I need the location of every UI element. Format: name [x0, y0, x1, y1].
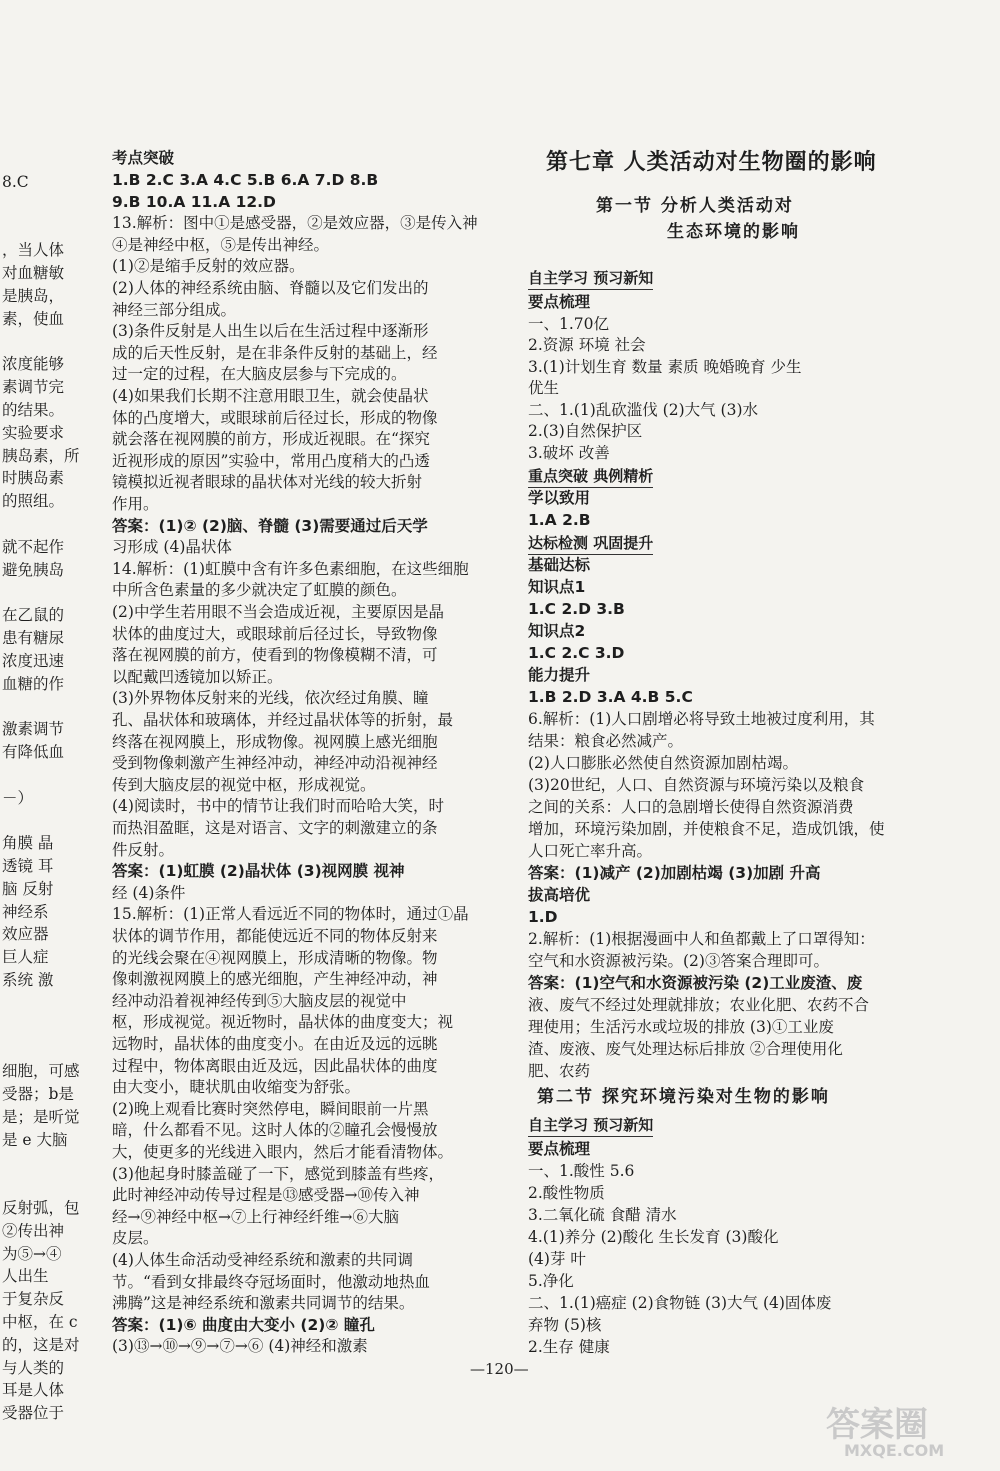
left-fragment-line: 浓度能够	[2, 355, 65, 374]
right-line: 知识点2	[528, 622, 586, 640]
left-fragment-line: 是；是听觉	[2, 1107, 80, 1126]
right-line: 4.(1)养分 (2)酸化 生长发育 (3)酸化	[528, 1228, 779, 1246]
left-fragment-line: 避免胰岛	[2, 560, 65, 579]
study-header-2: 自主学习 预习新知	[528, 1115, 653, 1137]
left-fragment-line: 中枢，在 c	[2, 1313, 78, 1331]
right-line: 6.解析：(1)人口剧增必将导致土地被过度利用，其	[528, 710, 875, 728]
middle-line: 答案：(1)⑥ 曲度由大变小 (2)② 瞳孔	[112, 1315, 375, 1334]
right-line: 优生	[528, 379, 560, 397]
middle-line: 习形成 (4)晶状体	[112, 538, 232, 557]
left-fragment-line: 受器位于	[2, 1404, 65, 1423]
middle-line: (2)人体的神经系统由脑、脊髓以及它们发出的	[112, 279, 429, 297]
right-line: 要点梳理	[528, 293, 591, 311]
page-number: —120—	[470, 1360, 529, 1378]
left-fragment-line: 角膜 晶	[2, 834, 54, 853]
middle-line: (4)如果我们长期不注意用眼卫生，就会使晶状	[112, 387, 429, 405]
middle-line: (4)人体生命活动受神经系统和激素的共同调	[112, 1251, 413, 1269]
middle-line: (2)晚上观看比赛时突然停电，瞬间眼前一片黑	[112, 1099, 429, 1118]
right-line: 之间的关系：人口的急剧增长使得自然资源消费	[528, 798, 854, 816]
left-fragment-line: 的结果。	[2, 401, 65, 419]
right-line: 2.酸性物质	[528, 1184, 605, 1202]
middle-line: 过程中，物体离眼由近及远，因此晶状体的曲度	[112, 1056, 438, 1075]
middle-line: (3)他起身时膝盖碰了一下，感觉到膝盖有些疼，	[112, 1164, 444, 1183]
right-line: (3)20世纪，人口、自然资源与环境污染以及粮食	[528, 776, 865, 794]
left-fragment-line: 胰岛素，所	[2, 446, 80, 465]
middle-line: 近视形成的原因”实验中，常用凸度稍大的凸透	[112, 451, 430, 470]
middle-line: 状体的调节作用，都能使远近不同的物体反射来	[112, 927, 438, 945]
left-fragment-line: 受器；b是	[2, 1085, 74, 1103]
middle-line: 作用。	[112, 495, 159, 513]
middle-line: ④是神经中枢，⑤是传出神经。	[112, 235, 330, 254]
left-fragment-line: 效应器	[2, 925, 49, 944]
right-line: (2)人口膨胀必然使自然资源加剧枯竭。	[528, 754, 798, 772]
right-line: 一、1.70亿	[528, 314, 610, 333]
check-header: 达标检测 巩固提升	[528, 533, 653, 555]
middle-line: 而热泪盈眶，这是对语言、文字的刺激建立的条	[112, 819, 438, 837]
middle-line: 13.解析：图中①是感受器，②是效应器，③是传入神	[112, 214, 478, 233]
left-fragment-line: －）	[2, 788, 34, 807]
middle-line: 15.解析：(1)正常人看远近不同的物体时，通过①晶	[112, 905, 469, 924]
right-line: 理使用；生活污水或垃圾的排放 (3)①工业废	[528, 1018, 834, 1036]
left-fragment-line: 8.C	[2, 173, 29, 191]
middle-line: 像刺激视网膜上的感光细胞，产生神经冲动，神	[112, 970, 438, 989]
middle-line: (4)阅读时，书中的情节让我们时而哈哈大笑，时	[112, 797, 444, 816]
left-fragment-line: 激素调节	[2, 720, 65, 739]
middle-line: 此时神经冲动传导过程是⑬感受器→⑩传入神	[112, 1186, 420, 1205]
left-fragment-line: 是 e 大脑	[2, 1130, 68, 1149]
left-fragment-line: 实验要求	[2, 423, 65, 442]
left-fragment-line: 患有糖尿	[2, 629, 65, 647]
section1-title-l2: 生态环境的影响	[667, 222, 800, 242]
right-line: 答案：(1)减产 (2)加剧枯竭 (3)加剧 升高	[528, 864, 821, 882]
middle-line: 答案：(1)虹膜 (2)晶状体 (3)视网膜 视神	[112, 862, 405, 881]
middle-line: 状体的曲度过大，或眼球前后径过长，导致物像	[112, 624, 438, 643]
left-fragment-line: ，当人体	[2, 241, 65, 260]
left-fragment-line: 透镜 耳	[2, 857, 54, 875]
middle-line: 以配戴凹透镜加以矫正。	[112, 667, 283, 686]
middle-line: (2)中学生若用眼不当会造成近视，主要原因是晶	[112, 603, 444, 621]
middle-line: 暗，什么都看不见。这时人体的②瞳孔会慢慢放	[112, 1121, 438, 1140]
left-fragment-line: 浓度迅速	[2, 651, 65, 670]
left-fragment-line: ②传出神	[2, 1221, 65, 1240]
left-fragment-line: 系统 激	[2, 971, 54, 989]
right-line: 一、1.酸性 5.6	[528, 1162, 635, 1180]
middle-line: 过一定的过程，在大脑皮层参与下完成的。	[112, 365, 407, 384]
middle-line: 终落在视网膜上，形成物像。视网膜上感光细胞	[112, 732, 438, 751]
left-fragment-line: 巨人症	[2, 948, 49, 967]
middle-line: 节。“看到女排最终夺冠场面时，他激动地热血	[112, 1272, 430, 1291]
right-line: 5.净化	[528, 1272, 574, 1290]
middle-line: 14.解析：(1)虹膜中含有许多色素细胞，在这些细胞	[112, 559, 469, 578]
right-line: 拔高培优	[528, 886, 591, 904]
right-line: 2.资源 环境 社会	[528, 336, 646, 354]
right-line: 空气和水资源被污染。(2)③答案合理即可。	[528, 952, 829, 970]
left-fragment-line: 血糖的作	[2, 674, 65, 693]
right-line: 二、1.(1)癌症 (2)食物链 (3)大气 (4)固体废	[528, 1294, 832, 1312]
middle-line: (3)⑬→⑩→⑨→⑦→⑥ (4)神经和激素	[112, 1337, 368, 1356]
right-line: 2.生存 健康	[528, 1338, 610, 1356]
middle-line: 皮层。	[112, 1229, 159, 1248]
right-line: 渣、废液、废气处理达标后排放 ②合理使用化	[528, 1040, 843, 1058]
middle-line: 远物时，晶状体的曲度变小。在由近及远的远眺	[112, 1035, 438, 1053]
middle-line: 受到物像刺激产生神经冲动，神经冲动沿视神经	[112, 754, 438, 773]
middle-line: 经→⑨神经中枢→⑦上行神经纤维→⑥大脑	[112, 1207, 399, 1226]
left-fragment-line: 反射弧，包	[2, 1199, 80, 1217]
left-fragment-line: 细胞，可感	[2, 1062, 80, 1081]
right-line: 液、废气不经过处理就排放；农业化肥、农药不合	[528, 996, 870, 1014]
middle-line: 经冲动沿着视神经传到⑤大脑皮层的视觉中	[112, 991, 407, 1010]
left-fragment-line: 人出生	[2, 1267, 49, 1286]
middle-line: 就会落在视网膜的前方，形成近视眼。在“探究	[112, 430, 430, 449]
right-line: 答案：(1)空气和水资源被污染 (2)工业废渣、废	[528, 974, 863, 992]
section1-title: 第一节 分析人类活动对	[596, 196, 794, 216]
left-fragment-line: 神经系	[2, 902, 49, 921]
middle-line: 沸腾”这是神经系统和激素共同调节的结果。	[112, 1294, 415, 1313]
right-line: 增加，环境污染加剧，并使粮食不足，造成饥饿，使	[528, 820, 885, 838]
middle-line: 1.B 2.C 3.A 4.C 5.B 6.A 7.D 8.B	[112, 171, 379, 189]
right-line: 基础达标	[528, 556, 591, 574]
left-fragment-line: 于复杂反	[2, 1290, 65, 1309]
middle-line: 成的后天性反射，是在非条件反射的基础上，经	[112, 343, 438, 362]
section-header-kaodian: 考点突破	[112, 149, 175, 167]
right-line: 肥、农药	[528, 1062, 591, 1080]
right-line: 3.(1)计划生育 数量 素质 晚婚晚育 少生	[528, 357, 802, 376]
left-fragment-line: 素调节完	[2, 378, 65, 397]
middle-line: (3)条件反射是人出生以后在生活过程中逐渐形	[112, 322, 429, 341]
left-fragment-line: 在乙鼠的	[2, 606, 65, 625]
left-fragment-line: 的，这是对	[2, 1335, 80, 1354]
watermark-logo	[822, 1398, 987, 1460]
left-fragment-line: 与人类的	[2, 1358, 65, 1377]
svg-text:MXQE.COM: MXQE.COM	[844, 1441, 945, 1460]
left-fragment-line: 对血糖敏	[2, 264, 65, 283]
right-line: 1.C 2.C 3.D	[528, 644, 625, 662]
middle-line: 枢，形成视觉。视近物时，晶状体的曲度变大；视	[112, 1013, 454, 1032]
left-fragment-line: 有降低血	[2, 743, 65, 761]
middle-line: (1)②是缩手反射的效应器。	[112, 257, 305, 276]
right-line: 2.解析：(1)根据漫画中人和鱼都戴上了口罩得知：	[528, 930, 875, 948]
left-fragment-line: 脑 反射	[2, 879, 54, 898]
right-line: 3.二氧化硫 食醋 清水	[528, 1206, 677, 1224]
left-fragment-line: 耳是人体	[2, 1381, 65, 1400]
middle-line: 镜模拟近视者眼球的晶状体对光线的较大折射	[112, 473, 423, 492]
left-fragment-line: 为⑤→④	[2, 1244, 62, 1263]
middle-line: 大，使更多的光线进入眼内，然后才能看清物体。	[112, 1143, 454, 1161]
right-line: 二、1.(1)乱砍滥伐 (2)大气 (3)水	[528, 400, 759, 419]
right-line: 1.A 2.B	[528, 510, 591, 529]
right-line: 1.C 2.D 3.B	[528, 600, 625, 618]
middle-line: (3)外界物体反射来的光线，依次经过角膜、瞳	[112, 689, 429, 708]
middle-line: 的光线会聚在④视网膜上，形成清晰的物像。物	[112, 948, 438, 967]
middle-line: 神经三部分组成。	[112, 300, 237, 319]
right-line: 3.破坏 改善	[528, 443, 610, 462]
right-line: 知识点1	[528, 578, 586, 596]
middle-line: 答案：(1)② (2)脑、脊髓 (3)需要通过后天学	[112, 516, 428, 535]
svg-text:答案圈: 答案圈	[826, 1405, 928, 1445]
middle-line: 经 (4)条件	[112, 883, 186, 902]
middle-line: 落在视网膜的前方，使看到的物像模糊不清，可	[112, 646, 438, 665]
middle-line: 由大变小，睫状肌由收缩变为舒张。	[112, 1078, 361, 1097]
chapter-title: 第七章 人类活动对生物圈的影响	[546, 149, 877, 175]
right-line: 人口死亡率升高。	[528, 842, 653, 860]
right-line: 结果：粮食必然减产。	[528, 732, 684, 750]
study-header: 自主学习 预习新知	[528, 268, 653, 290]
focus-header: 重点突破 典例精析	[528, 466, 653, 488]
left-fragment-line: 是胰岛，	[2, 287, 65, 305]
middle-line: 中所含色素量的多少就决定了虹膜的颜色。	[112, 581, 407, 600]
right-line: 1.D	[528, 908, 558, 926]
right-line: 弃物 (5)核	[528, 1316, 602, 1334]
middle-line: 体的凸度增大，或眼球前后径过长，形成的物像	[112, 408, 438, 427]
middle-line: 传到大脑皮层的视觉中枢，形成视觉。	[112, 775, 376, 794]
right-line: 能力提升	[528, 666, 591, 684]
right-line: 要点梳理	[528, 1140, 591, 1158]
right-line: (4)芽 叶	[528, 1250, 586, 1268]
left-fragment-line: 素，使血	[2, 309, 65, 328]
left-fragment-line: 就不起作	[2, 537, 65, 556]
middle-line: 9.B 10.A 11.A 12.D	[112, 192, 276, 211]
right-line: 2.(3)自然保护区	[528, 422, 643, 440]
right-line: 1.B 2.D 3.A 4.B 5.C	[528, 688, 693, 706]
left-fragment-line: 时胰岛素	[2, 469, 65, 488]
section2-title: 第二节 探究环境污染对生物的影响	[537, 1087, 830, 1107]
left-fragment-line: 的照组。	[2, 492, 65, 511]
middle-line: 孔、晶状体和玻璃体，并经过晶状体等的折射，最	[112, 711, 454, 729]
right-line: 学以致用	[528, 489, 591, 507]
middle-line: 件反射。	[112, 840, 175, 859]
